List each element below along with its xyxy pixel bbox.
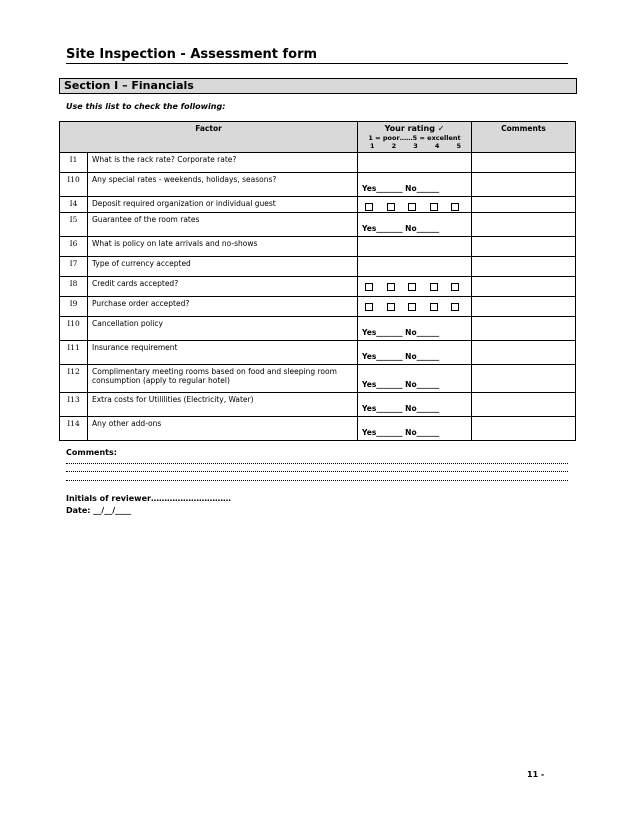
table-row <box>60 393 576 417</box>
row-id: I1 <box>60 153 88 173</box>
rating-cell[interactable] <box>358 417 472 441</box>
rating-checkbox[interactable] <box>451 283 459 291</box>
row-id: I5 <box>60 213 88 237</box>
row-id: I11 <box>60 341 88 365</box>
table-row <box>60 237 576 257</box>
row-id: I12 <box>60 365 88 393</box>
rating-checkbox[interactable] <box>451 203 459 211</box>
factor-text: Extra costs for Utililities (Electricity, Water) <box>88 393 358 417</box>
row-id: I9 <box>60 297 88 317</box>
comments-cell[interactable] <box>472 237 576 257</box>
instruction-text: Use this list to check the following: <box>66 102 226 111</box>
yes-no-field[interactable]: Yes_______ No______ <box>362 184 440 193</box>
rating-cell[interactable] <box>358 317 472 341</box>
rating-checkboxes <box>358 197 471 211</box>
rating-checkbox[interactable] <box>408 283 416 291</box>
rating-checkbox[interactable] <box>387 203 395 211</box>
table-row <box>60 173 576 197</box>
date-field[interactable]: Date: __/__/____ <box>66 506 132 515</box>
yes-no-field[interactable]: Yes_______ No______ <box>362 404 440 413</box>
rating-checkbox[interactable] <box>451 303 459 311</box>
rating-number: 2 <box>391 142 397 150</box>
rating-number: 5 <box>456 142 461 150</box>
table-row <box>60 153 576 173</box>
comments-cell[interactable] <box>472 317 576 341</box>
rating-checkbox[interactable] <box>365 283 373 291</box>
row-id: I14 <box>60 417 88 441</box>
rating-cell[interactable] <box>358 365 472 393</box>
row-id: I4 <box>60 197 88 213</box>
comment-line[interactable] <box>66 480 568 481</box>
rating-checkboxes <box>358 297 471 311</box>
yes-no-field[interactable]: Yes_______ No______ <box>362 380 440 389</box>
comments-cell[interactable] <box>472 213 576 237</box>
comments-cell[interactable] <box>472 297 576 317</box>
rating-cell[interactable] <box>358 341 472 365</box>
row-id: I13 <box>60 393 88 417</box>
rating-checkbox[interactable] <box>408 203 416 211</box>
factor-text: Complimentary meeting rooms based on food and sleeping room consumption (apply to regular hotel) <box>88 365 358 393</box>
rating-title: Your rating ✓ <box>384 124 445 133</box>
table-row <box>60 213 576 237</box>
comments-cell[interactable] <box>472 365 576 393</box>
assessment-table <box>59 121 576 441</box>
factor-text: Credit cards accepted? <box>88 277 358 297</box>
table-row <box>60 417 576 441</box>
factor-text: Insurance requirement <box>88 341 358 365</box>
factor-text: Any other add-ons <box>88 417 358 441</box>
table-row <box>60 365 576 393</box>
factor-text: Type of currency accepted <box>88 257 358 277</box>
table-row <box>60 277 576 297</box>
rating-cell <box>358 257 472 277</box>
rating-checkbox[interactable] <box>387 283 395 291</box>
comments-cell[interactable] <box>472 277 576 297</box>
rating-scale: 1 = poor……5 = excellent <box>368 134 461 142</box>
rating-checkbox[interactable] <box>430 203 438 211</box>
factor-text: Guarantee of the room rates <box>88 213 358 237</box>
comments-cell[interactable] <box>472 393 576 417</box>
rating-cell[interactable] <box>358 197 472 213</box>
rating-cell <box>358 237 472 257</box>
rating-number: 4 <box>434 142 440 150</box>
table-row <box>60 257 576 277</box>
table-row <box>60 297 576 317</box>
rating-cell[interactable] <box>358 173 472 197</box>
factor-text: Any special rates - weekends, holidays, seasons? <box>88 173 358 197</box>
rating-checkbox[interactable] <box>430 283 438 291</box>
page-title: Site Inspection - Assessment form <box>66 47 318 62</box>
yes-no-field[interactable]: Yes_______ No______ <box>362 352 440 361</box>
rating-header <box>358 122 472 153</box>
row-id: I6 <box>60 237 88 257</box>
title-underline <box>66 63 568 64</box>
comments-cell[interactable] <box>472 197 576 213</box>
table-row <box>60 317 576 341</box>
rating-checkbox[interactable] <box>365 203 373 211</box>
rating-numbers <box>362 142 467 150</box>
yes-no-field[interactable]: Yes_______ No______ <box>362 328 440 337</box>
rating-checkboxes <box>358 277 471 291</box>
rating-number: 3 <box>413 142 418 150</box>
rating-cell <box>358 153 472 173</box>
comments-header: Comments <box>472 122 576 153</box>
rating-checkbox[interactable] <box>408 303 416 311</box>
comment-line[interactable] <box>66 471 568 472</box>
row-id: I10 <box>60 173 88 197</box>
section-header: Section I – Financials <box>59 78 577 94</box>
row-id: I10 <box>60 317 88 341</box>
rating-cell[interactable] <box>358 213 472 237</box>
factor-text: What is policy on late arrivals and no-shows <box>88 237 358 257</box>
factor-text: Purchase order accepted? <box>88 297 358 317</box>
comment-line[interactable] <box>66 463 568 464</box>
comments-label: Comments: <box>66 448 117 457</box>
table-row <box>60 197 576 213</box>
comments-cell[interactable] <box>472 417 576 441</box>
row-id: I7 <box>60 257 88 277</box>
rating-checkbox[interactable] <box>365 303 373 311</box>
factor-text: What is the rack rate? Corporate rate? <box>88 153 358 173</box>
rating-checkbox[interactable] <box>430 303 438 311</box>
row-id: I8 <box>60 277 88 297</box>
page-number: 11 - <box>527 770 545 779</box>
table-row <box>60 341 576 365</box>
rating-checkbox[interactable] <box>387 303 395 311</box>
factor-header: Factor <box>60 122 358 153</box>
comments-cell[interactable] <box>472 341 576 365</box>
comments-cell[interactable] <box>472 153 576 173</box>
comments-cell[interactable] <box>472 173 576 197</box>
rating-number: 1 <box>370 142 375 150</box>
rating-cell[interactable] <box>358 277 472 297</box>
rating-cell[interactable] <box>358 297 472 317</box>
initials-field[interactable]: Initials of reviewer………………………… <box>66 494 231 503</box>
factor-text: Cancellation policy <box>88 317 358 341</box>
yes-no-field[interactable]: Yes_______ No______ <box>362 428 440 437</box>
yes-no-field[interactable]: Yes_______ No______ <box>362 224 440 233</box>
rating-cell[interactable] <box>358 393 472 417</box>
comments-cell[interactable] <box>472 257 576 277</box>
factor-text: Deposit required organization or individual guest <box>88 197 358 213</box>
